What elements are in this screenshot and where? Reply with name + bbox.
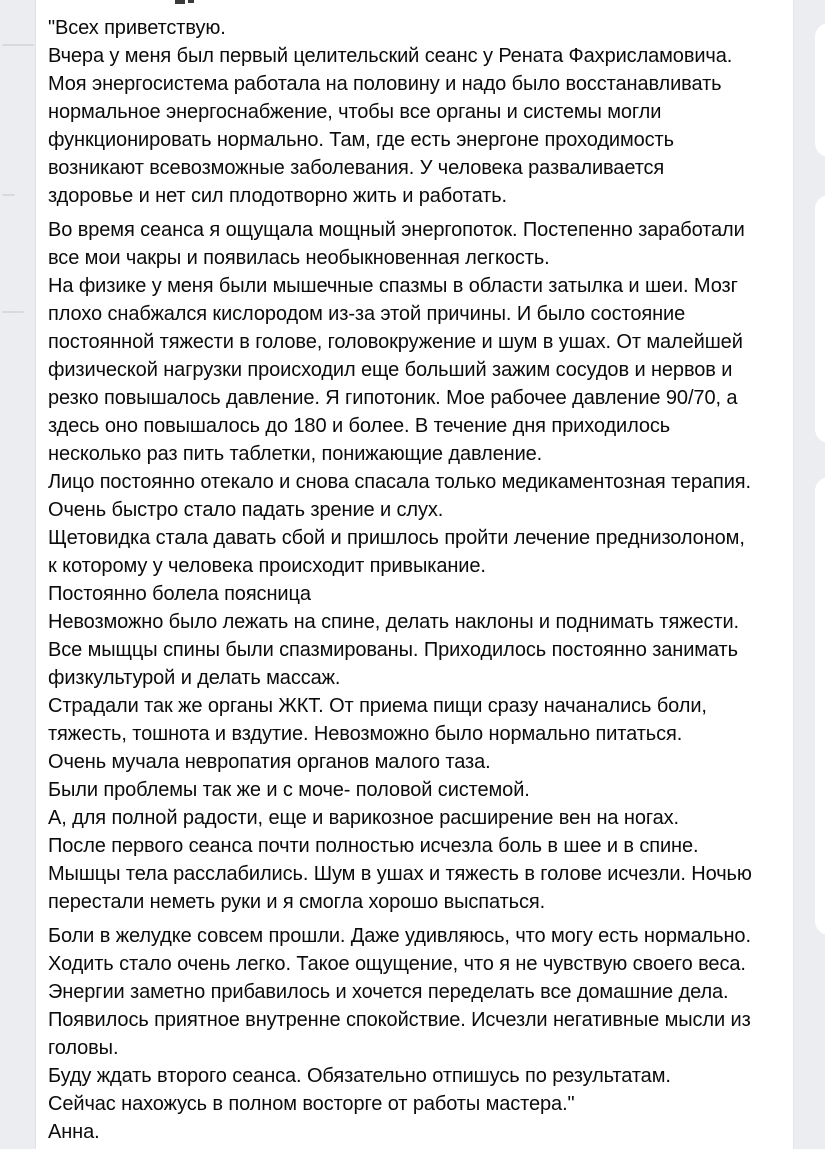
text-line: Очень быстро стало падать зрение и слух. xyxy=(48,499,444,521)
adjacent-card-edge xyxy=(815,477,825,935)
text-line: Буду ждать второго сеанса. Обязательно отпишусь по результатам. xyxy=(48,1065,671,1087)
text-line: здоровье и нет сил плодотворно жить и работать. xyxy=(48,185,507,207)
text-line: возникают всевозможные заболевания. У человека разваливается xyxy=(48,157,665,179)
text-line: "Всех приветствую. xyxy=(48,17,226,39)
text-line: здесь оно повышалось до 180 и более. В течение дня приходилось xyxy=(48,415,671,437)
text-line: После первого сеанса почти полностью исчезла боль в шее и в спине. xyxy=(48,835,699,857)
text-line: все мои чакры и появилась необыкновенная легкость. xyxy=(48,247,550,269)
adjacent-card-edge xyxy=(815,195,825,443)
cropped-text-artifact xyxy=(188,0,194,3)
text-line: Мышцы тела расслабились. Шум в ушах и тяжесть в голове исчезли. Ночью xyxy=(48,863,752,885)
text-line: Невозможно было лежать на спине, делать наклоны и поднимать тяжести. xyxy=(48,611,740,633)
text-line: Анна. xyxy=(48,1121,100,1143)
paragraph xyxy=(48,14,787,210)
text-line: плохо снабжался кислородом из-за этой причины. И было состояние xyxy=(48,303,686,325)
text-line: Очень мучала невропатия органов малого таза. xyxy=(48,751,491,773)
text-line: физической нагрузки происходил еще больший зажим сосудов и нервов и xyxy=(48,359,733,381)
paragraph xyxy=(48,216,787,916)
text-line: Все мыщцы спины были спазмированы. Приходилось постоянно занимать xyxy=(48,639,738,661)
text-line: несколько раз пить таблетки, понижающие давление. xyxy=(48,443,543,465)
text-line: Лицо постоянно отекало и снова спасала только медикаментозная терапия. xyxy=(48,471,751,493)
text-line: На физике у меня были мышечные спазмы в области затылка и шеи. Мозг xyxy=(48,275,738,297)
text-line: физкультурой и делать массаж. xyxy=(48,667,341,689)
text-line: Вчера у меня был первый целительский сеанс у Рената Фахрисламовича. xyxy=(48,45,733,67)
text-line: Сейчас нахожусь в полном восторге от работы мастера." xyxy=(48,1093,575,1115)
text-line: нормальное энергоснабжение, чтобы все органы и системы могли xyxy=(48,101,662,123)
text-line: к которому у человека происходит привыкание. xyxy=(48,555,486,577)
text-line: Боли в желудке совсем прошли. Даже удивляюсь, что могу есть нормально. xyxy=(48,925,751,947)
message-card xyxy=(37,0,793,1149)
text-line: Ходить стало очень легко. Такое ощущение, что я не чувствую своего веса. xyxy=(48,953,746,975)
text-line: постоянной тяжести в голове, головокружение и шум в ушах. От малейшей xyxy=(48,331,743,353)
text-line: функционировать нормально. Там, где есть энергоне проходимость xyxy=(48,129,674,151)
text-line: Моя энергосистема работала на половину и надо было восстанавливать xyxy=(48,73,722,95)
text-line: А, для полной радости, еще и варикозное расширение вен на ногах. xyxy=(48,807,679,829)
text-line: Постоянно болела поясница xyxy=(48,583,311,605)
text-line: резко повышалось давление. Я гипотоник. Мое рабочее давление 90/70, а xyxy=(48,387,738,409)
cropped-text-artifact xyxy=(175,0,185,4)
truncated-text-line xyxy=(2,44,34,46)
left-panel-edge xyxy=(0,0,36,1149)
text-line: Страдали так же органы ЖКТ. От приема пищи сразу начанались боли, xyxy=(48,695,707,717)
text-line: Энергии заметно прибавилось и хочется переделать все домашние дела. xyxy=(48,981,729,1003)
text-line: Во время сеанса я ощущала мощный энергопоток. Постепенно заработали xyxy=(48,219,745,241)
message-text xyxy=(48,14,787,1146)
adjacent-card-edge xyxy=(815,23,825,157)
paragraph xyxy=(48,922,787,1146)
truncated-text-line xyxy=(2,311,24,313)
text-line: перестали неметь руки и я смогла хорошо выспаться. xyxy=(48,891,546,913)
truncated-text-line xyxy=(2,194,15,196)
text-line: Щетовидка стала давать сбой и пришлось пройти лечение преднизолоном, xyxy=(48,527,745,549)
text-line: Появилось приятное внутренне спокойствие. Исчезли негативные мысли из xyxy=(48,1009,751,1031)
text-line: тяжесть, тошнота и вздутие. Невозможно было нормально питаться. xyxy=(48,723,683,745)
text-line: головы. xyxy=(48,1037,119,1059)
text-line: Были проблемы так же и с моче- половой системой. xyxy=(48,779,530,801)
